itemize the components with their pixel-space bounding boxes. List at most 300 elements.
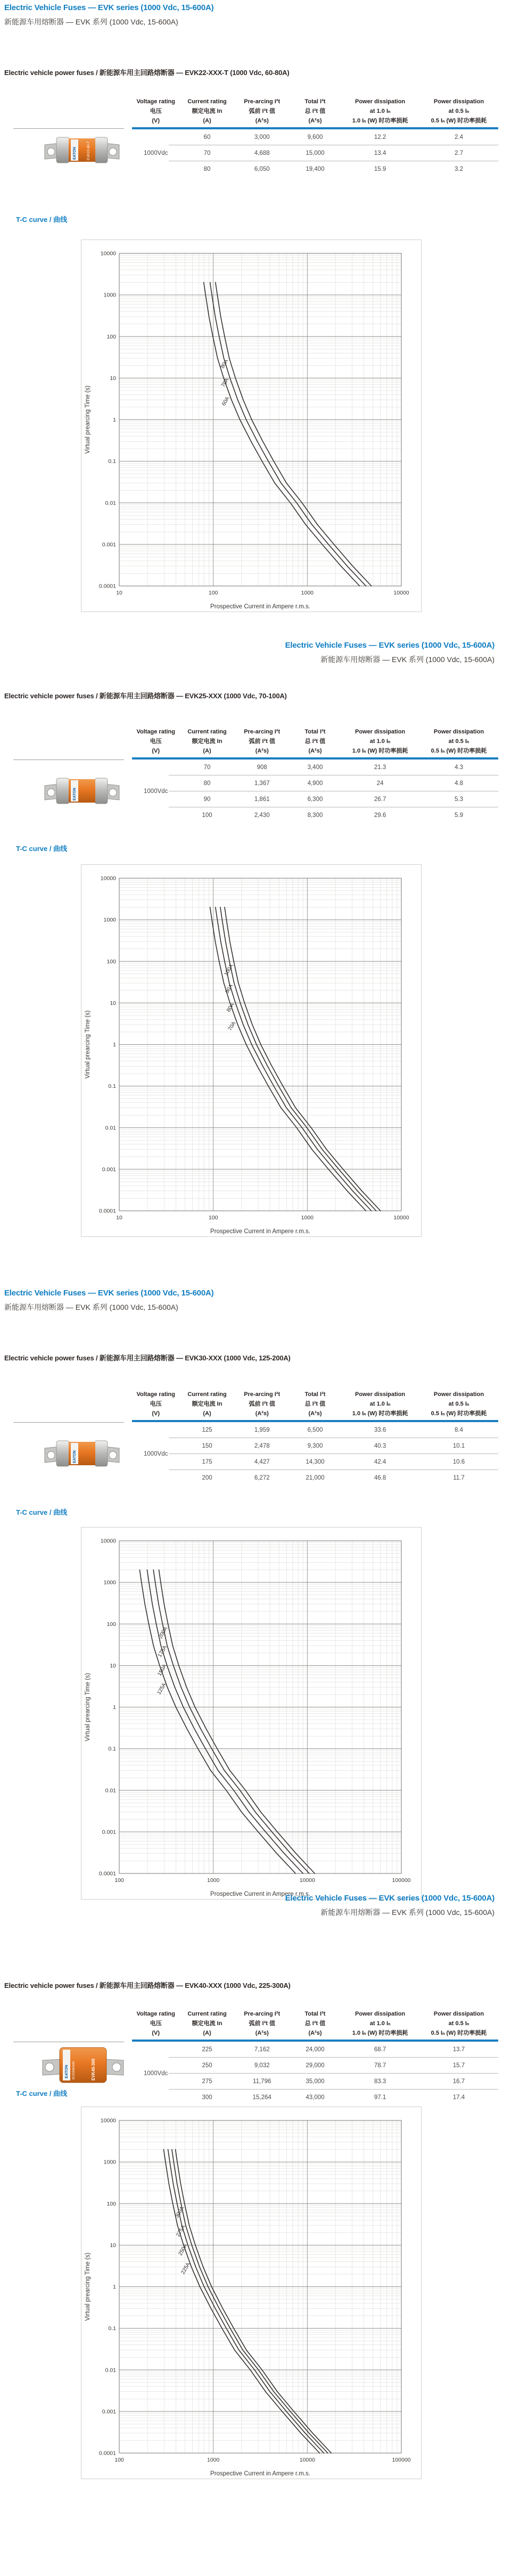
- table-column-header: [290, 727, 341, 756]
- table-cell: 250: [202, 2062, 212, 2069]
- curve-label-125A: 125A: [156, 1682, 168, 1696]
- header-line: Total I²t: [304, 98, 326, 105]
- table-header-row: [132, 97, 498, 126]
- x-tick-label: 1000: [207, 1877, 220, 1884]
- header-line: 总 I²t 值: [304, 1401, 326, 1407]
- table-row: [132, 807, 498, 823]
- y-tick-label: 0.01: [105, 1125, 116, 1132]
- table-row: [132, 759, 498, 775]
- fuse-brand-text: EATON: [73, 147, 77, 160]
- table-cell: 908: [257, 764, 267, 771]
- table-column-header: [179, 1390, 234, 1418]
- header-line: 总 I²t 值: [304, 738, 326, 745]
- x-tick-label: 100: [114, 1877, 124, 1884]
- table-cell: 1,861: [254, 796, 270, 803]
- curve-label-80A: 80A: [226, 1002, 236, 1013]
- header-line: (A): [203, 748, 211, 754]
- tc-curve-chart: [81, 864, 422, 1237]
- y-tick-label: 10: [110, 1000, 116, 1006]
- section-evk22: [0, 0, 511, 617]
- fuse-image: [40, 2043, 126, 2090]
- table-column-header: [341, 1390, 419, 1418]
- table-column-header: [132, 2009, 179, 2038]
- y-tick-label: 0.1: [108, 1083, 116, 1090]
- right-end-cap: [95, 137, 108, 163]
- table-cell: 2.7: [454, 150, 463, 156]
- x-tick-label: 10: [116, 590, 122, 596]
- header-line: at 0.5 Iₙ: [448, 108, 469, 114]
- table-column-header: [290, 2009, 341, 2038]
- table-cell: 125: [202, 1427, 212, 1433]
- curve-label-250A: 250A: [177, 2243, 189, 2257]
- page-title-zh: 新能源车用熔断器 — EVK 系列 (1000 Vdc, 15-600A): [320, 655, 494, 664]
- y-tick-label: 0.0001: [98, 2450, 116, 2457]
- x-tick-label: 100: [114, 2457, 124, 2463]
- page-title-zh: 新能源车用熔断器 — EVK 系列 (1000 Vdc, 15-600A): [4, 18, 178, 26]
- table-row: [132, 2058, 498, 2074]
- table-cell: 97.1: [374, 2094, 386, 2101]
- curve-label-70A: 70A: [220, 377, 230, 389]
- table-row: [132, 1438, 498, 1454]
- table-cell: 17.4: [452, 2094, 465, 2101]
- voltage-rating-cell: 1000Vdc: [144, 788, 168, 795]
- fuse-brand-text: EATON: [73, 1450, 77, 1463]
- header-line: 额定电流 In: [192, 108, 222, 114]
- header-line: 1.0 Iₙ (W) 时功率损耗: [352, 1410, 408, 1417]
- y-tick-label: 0.1: [108, 2325, 116, 2332]
- x-tick-label: 10000: [299, 1877, 315, 1884]
- right-tab-hole: [109, 148, 117, 155]
- table-cell: 70: [203, 150, 211, 156]
- table-cell: 80: [203, 166, 211, 172]
- table-cell: 100: [202, 812, 212, 819]
- table-row: [132, 2042, 498, 2058]
- table-cell: 14,300: [306, 1459, 325, 1465]
- table-cell: 12.2: [374, 134, 386, 141]
- header-line: 额定电流 In: [192, 1401, 222, 1407]
- table-cell: 11,796: [253, 2078, 271, 2085]
- page-title-block: [4, 3, 213, 27]
- tc-chart-svg: [81, 240, 422, 612]
- header-line: 总 I²t 值: [304, 108, 326, 114]
- header-line: Power dissipation: [433, 1391, 484, 1398]
- right-end-cap: [95, 1441, 108, 1466]
- header-line: 0.5 Iₙ (W) 时功率损耗: [431, 1410, 487, 1417]
- header-line: at 0.5 Iₙ: [448, 1401, 469, 1407]
- table-cell: 40.3: [374, 1443, 386, 1449]
- header-line: (A²s): [255, 1410, 269, 1417]
- header-line: at 1.0 Iₙ: [369, 2020, 391, 2027]
- page-title-block: [4, 1289, 213, 1312]
- header-line: Voltage rating: [136, 2011, 175, 2017]
- fuse-image: [40, 1434, 123, 1475]
- chart-frame: [81, 1528, 422, 1900]
- y-tick-label: 1: [113, 1704, 116, 1711]
- tc-chart-svg: [81, 864, 422, 1237]
- table-cell: 200: [202, 1475, 212, 1481]
- y-axis-label: Virtual prearcing Time (s): [85, 1010, 91, 1079]
- table-header-row: [132, 2009, 498, 2038]
- header-line: 0.5 Iₙ (W) 时功率损耗: [431, 2030, 487, 2036]
- table-cell: 3,400: [307, 764, 323, 771]
- tc-chart-svg: [81, 2107, 422, 2479]
- table-cell: 4,427: [254, 1459, 270, 1465]
- table-cell: 9,600: [307, 134, 323, 141]
- left-tab-hole: [47, 1451, 55, 1459]
- section-evk30: [0, 1275, 511, 1897]
- table-cell: 33.6: [374, 1427, 386, 1433]
- tc-curve-label: T-C curve / 曲线: [16, 1508, 68, 1516]
- table-cell: 2,430: [254, 812, 270, 819]
- header-line: Total I²t: [304, 1391, 326, 1398]
- header-line: 总 I²t 值: [304, 2020, 326, 2027]
- table-column-header: [235, 727, 290, 756]
- table-column-header: [132, 97, 179, 126]
- table-column-header: [179, 727, 234, 756]
- y-tick-label: 0.0001: [98, 1208, 116, 1215]
- table-column-header: [290, 1390, 341, 1418]
- x-tick-label: 10000: [393, 1215, 409, 1221]
- table-row: [132, 775, 498, 791]
- divider: [13, 759, 124, 760]
- table-column-header: [419, 97, 498, 126]
- table-row: [132, 129, 498, 145]
- header-line: 1.0 Iₙ (W) 时功率损耗: [352, 118, 408, 124]
- header-line: Power dissipation: [355, 1391, 406, 1398]
- table-cell: 3.2: [454, 166, 463, 172]
- curve-label-70A: 70A: [227, 1020, 237, 1032]
- header-line: Total I²t: [304, 729, 326, 735]
- table-header-row: [132, 727, 498, 756]
- voltage-rating-cell: 1000Vdc: [144, 1451, 168, 1457]
- y-tick-label: 100: [106, 333, 116, 340]
- table-cell: 4.8: [454, 780, 463, 787]
- y-tick-label: 0.0001: [98, 583, 116, 590]
- x-axis-label: Prospective Current in Ampere r.m.s.: [210, 604, 310, 610]
- fuse-photo-cylindrical: [40, 772, 123, 810]
- y-tick-label: 0.001: [102, 541, 116, 548]
- header-line: (A²s): [255, 118, 269, 124]
- table-cell: 4,688: [254, 150, 270, 156]
- header-line: Current rating: [187, 1391, 227, 1398]
- table-cell: 21,000: [306, 1475, 325, 1481]
- right-blade-hole: [112, 2063, 121, 2071]
- table-cell: 10.6: [452, 1459, 465, 1465]
- divider: [13, 128, 124, 129]
- y-tick-label: 10000: [100, 875, 116, 882]
- right-tab-hole: [109, 789, 117, 796]
- tc-curve-label: T-C curve / 曲线: [16, 845, 68, 853]
- table-cell: 6,300: [307, 796, 323, 803]
- header-line: Power dissipation: [433, 729, 484, 735]
- table-cell: 175: [202, 1459, 212, 1465]
- table-column-header: [235, 2009, 290, 2038]
- left-tab-hole: [47, 148, 55, 155]
- page-title-block: [285, 641, 494, 665]
- header-line: Pre-arcing I²t: [244, 2011, 281, 2017]
- divider: [13, 1422, 124, 1423]
- curve-label-60A: 60A: [221, 395, 231, 407]
- x-tick-label: 100: [208, 1215, 218, 1221]
- y-tick-label: 1000: [103, 2159, 116, 2166]
- curve-label-175A: 175A: [156, 1644, 168, 1658]
- table-cell: 46.8: [374, 1475, 386, 1481]
- y-tick-label: 0.001: [102, 1829, 116, 1836]
- y-tick-label: 10000: [100, 2117, 116, 2124]
- tc-curve-label: T-C curve / 曲线: [16, 2090, 68, 2098]
- table-cell: 150: [202, 1443, 212, 1449]
- y-tick-label: 0.01: [105, 500, 116, 507]
- y-tick-label: 1: [113, 2284, 116, 2290]
- table-row: [132, 1454, 498, 1470]
- y-tick-label: 1: [113, 1042, 116, 1048]
- header-line: Voltage rating: [136, 729, 175, 735]
- table-cell: 78.7: [374, 2062, 386, 2069]
- x-tick-label: 1000: [301, 1215, 314, 1221]
- header-line: (V): [152, 1410, 160, 1417]
- table-cell: 13.4: [374, 150, 386, 156]
- left-tab-hole: [47, 789, 55, 796]
- header-line: 1.0 Iₙ (W) 时功率损耗: [352, 748, 408, 754]
- y-tick-label: 0.1: [108, 1746, 116, 1753]
- curve-label-90A: 90A: [224, 983, 235, 995]
- ratings-table: [132, 2009, 498, 2106]
- header-line: (A²s): [255, 2030, 269, 2036]
- table-column-header: [341, 97, 419, 126]
- y-tick-label: 0.001: [102, 2408, 116, 2415]
- table-cell: 1,367: [254, 780, 270, 787]
- header-line: 0.5 Iₙ (W) 时功率损耗: [431, 118, 487, 124]
- header-line: Pre-arcing I²t: [244, 98, 281, 105]
- header-line: Power dissipation: [433, 98, 484, 105]
- header-line: 1.0 Iₙ (W) 时功率损耗: [352, 2030, 408, 2036]
- x-tick-label: 10000: [393, 590, 409, 596]
- tc-chart-svg: [81, 1527, 422, 1900]
- fuse-photo-cylindrical: [40, 1434, 123, 1473]
- x-axis-label: Prospective Current in Ampere r.m.s.: [210, 1228, 310, 1235]
- fuse-model-text: EVK40-300: [91, 2058, 96, 2080]
- header-line: 0.5 Iₙ (W) 时功率损耗: [431, 748, 487, 754]
- header-line: at 0.5 Iₙ: [448, 2020, 469, 2027]
- curve-label-275A: 275A: [175, 2224, 187, 2238]
- table-row: [132, 1470, 498, 1486]
- header-line: (A²s): [308, 1410, 322, 1417]
- left-end-cap: [56, 1441, 69, 1466]
- x-tick-label: 10000: [299, 2457, 315, 2463]
- table-cell: 7,162: [254, 2046, 270, 2053]
- curve-label-150A: 150A: [156, 1663, 168, 1677]
- tc-curve-chart: [81, 2107, 422, 2479]
- y-tick-label: 100: [106, 958, 116, 965]
- table-cell: 80: [203, 780, 211, 787]
- header-line: 电压: [150, 1401, 162, 1407]
- header-line: Pre-arcing I²t: [244, 729, 281, 735]
- y-tick-label: 10: [110, 2242, 116, 2249]
- series-heading: Electric vehicle power fuses / 新能源车用主回路熔断器 — EVK22-XXX-T (1000 Vdc, 60-80A): [4, 69, 290, 77]
- x-tick-label: 10: [116, 1215, 122, 1221]
- table-column-header: [179, 97, 234, 126]
- x-tick-label: 1000: [301, 590, 314, 596]
- header-line: (A): [203, 118, 211, 124]
- table-cell: 300: [202, 2094, 212, 2101]
- header-line: at 0.5 Iₙ: [448, 738, 469, 745]
- section-evk40: [0, 1887, 511, 2576]
- table-row: [132, 145, 498, 161]
- fuse-photo-bolt: [40, 2043, 126, 2087]
- header-line: (A²s): [308, 748, 322, 754]
- y-tick-label: 100: [106, 2200, 116, 2207]
- header-line: at 1.0 Iₙ: [369, 738, 391, 745]
- header-line: 额定电流 In: [192, 738, 222, 745]
- header-line: Power dissipation: [355, 98, 406, 105]
- table-cell: 83.3: [374, 2078, 386, 2085]
- fuse-photo-cylindrical: [40, 131, 123, 169]
- ratings-table: [132, 97, 498, 177]
- fuse-subbrand-text: BUSSMANN: [72, 2061, 76, 2079]
- table-row: [132, 2074, 498, 2090]
- chart-frame: [81, 240, 422, 612]
- table-cell: 6,050: [254, 166, 270, 172]
- table-cell: 16.7: [452, 2078, 465, 2085]
- table-cell: 21.3: [374, 764, 386, 771]
- table-row: [132, 791, 498, 807]
- header-line: 弧前 I²t 值: [249, 1401, 275, 1407]
- table-cell: 5.3: [454, 796, 463, 803]
- page-title: Electric Vehicle Fuses — EVK series (1000 Vdc, 15-600A): [4, 3, 214, 12]
- table-cell: 42.4: [374, 1459, 386, 1465]
- y-tick-label: 100: [106, 1621, 116, 1628]
- table-cell: 24: [376, 780, 384, 787]
- series-heading: Electric vehicle power fuses / 新能源车用主回路熔断器 — EVK30-XXX (1000 Vdc, 125-200A): [4, 1354, 291, 1362]
- header-line: 额定电流 In: [192, 2020, 222, 2027]
- table-row: [132, 161, 498, 177]
- page-title-zh: 新能源车用熔断器 — EVK 系列 (1000 Vdc, 15-600A): [320, 1908, 494, 1917]
- table-column-header: [235, 97, 290, 126]
- header-line: (V): [152, 2030, 160, 2036]
- right-tab-hole: [109, 1451, 117, 1459]
- table-column-header: [132, 727, 179, 756]
- fuse-brand-text: EATON: [64, 2065, 69, 2078]
- table-cell: 10.1: [452, 1443, 465, 1449]
- table-cell: 15.7: [452, 2062, 465, 2069]
- table-cell: 8,300: [307, 812, 323, 819]
- y-tick-label: 10: [110, 375, 116, 382]
- curve-label-300A: 300A: [174, 2205, 186, 2219]
- table-row: [132, 1422, 498, 1438]
- chart-frame: [81, 865, 422, 1237]
- table-cell: 60: [203, 134, 211, 141]
- ratings-table: [132, 727, 498, 823]
- table-cell: 19,400: [306, 166, 325, 172]
- table-cell: 8.4: [454, 1427, 463, 1433]
- table-cell: 6,500: [307, 1427, 323, 1433]
- left-end-cap: [56, 778, 69, 804]
- y-tick-label: 0.01: [105, 1787, 116, 1794]
- y-tick-label: 10: [110, 1662, 116, 1669]
- y-tick-label: 10000: [100, 1538, 116, 1545]
- y-tick-label: 1000: [103, 917, 116, 923]
- y-tick-label: 10000: [100, 250, 116, 257]
- page-title: Electric Vehicle Fuses — EVK series (1000 Vdc, 15-600A): [4, 1289, 214, 1298]
- table-cell: 2,478: [254, 1443, 270, 1449]
- table-cell: 9,300: [307, 1443, 323, 1449]
- tc-curve-chart: [81, 1527, 422, 1900]
- header-line: Voltage rating: [136, 1391, 175, 1398]
- header-line: 弧前 I²t 值: [249, 738, 275, 745]
- header-line: Power dissipation: [355, 2011, 406, 2017]
- tc-curve-label: T-C curve / 曲线: [16, 216, 68, 224]
- page-title: Electric Vehicle Fuses — EVK series (1000 Vdc, 15-600A): [285, 1894, 494, 1903]
- curve-label-200A: 200A: [158, 1625, 169, 1640]
- y-tick-label: 0.1: [108, 458, 116, 465]
- table-column-header: [419, 727, 498, 756]
- left-blade-hole: [45, 2063, 54, 2071]
- table-cell: 70: [203, 764, 211, 771]
- header-line: 电压: [150, 2020, 162, 2027]
- header-line: Power dissipation: [355, 729, 406, 735]
- section-evk25: [0, 617, 511, 1275]
- y-tick-label: 0.01: [105, 2367, 116, 2374]
- header-line: (A): [203, 1410, 211, 1417]
- table-column-header: [179, 2009, 234, 2038]
- x-axis-label: Prospective Current in Ampere r.m.s.: [210, 1891, 310, 1897]
- table-column-header: [419, 2009, 498, 2038]
- y-tick-label: 1000: [103, 1579, 116, 1586]
- header-line: at 1.0 Iₙ: [369, 108, 391, 114]
- table-cell: 43,000: [306, 2094, 325, 2101]
- table-cell: 3,000: [254, 134, 270, 141]
- table-cell: 13.7: [452, 2046, 465, 2053]
- voltage-rating-cell: 1000Vdc: [144, 2070, 168, 2077]
- header-line: (V): [152, 748, 160, 754]
- table-cell: 35,000: [306, 2078, 325, 2085]
- header-line: Total I²t: [304, 2011, 326, 2017]
- table-cell: 2.4: [454, 134, 463, 141]
- table-cell: 26.7: [374, 796, 386, 803]
- y-tick-label: 1000: [103, 292, 116, 299]
- table-column-header: [419, 1390, 498, 1418]
- page-title-zh: 新能源车用熔断器 — EVK 系列 (1000 Vdc, 15-600A): [4, 1303, 178, 1311]
- x-tick-label: 100000: [392, 1877, 411, 1884]
- table-cell: 15,264: [252, 2094, 271, 2101]
- table-cell: 9,032: [254, 2062, 270, 2069]
- series-heading: Electric vehicle power fuses / 新能源车用主回路熔断器 — EVK25-XXX (1000 Vdc, 70-100A): [4, 692, 287, 700]
- x-tick-label: 1000: [207, 2457, 220, 2463]
- table-column-header: [341, 2009, 419, 2038]
- y-tick-label: 0.0001: [98, 1870, 116, 1877]
- header-line: 弧前 I²t 值: [249, 2020, 275, 2027]
- table-cell: 29,000: [306, 2062, 325, 2069]
- page-title-block: [285, 1894, 494, 1918]
- voltage-rating-cell: 1000Vdc: [144, 150, 168, 156]
- fuse-brand-text: EATON: [73, 788, 77, 800]
- table-row: [132, 2090, 498, 2106]
- curve-label-80A: 80A: [219, 358, 230, 370]
- header-line: 电压: [150, 108, 162, 114]
- table-cell: 24,000: [306, 2046, 325, 2053]
- table-cell: 275: [202, 2078, 212, 2085]
- y-tick-label: 0.001: [102, 1166, 116, 1173]
- fuse-model-text: EVK22-80-T: [87, 141, 90, 160]
- curve-label-100A: 100A: [223, 963, 235, 977]
- table-cell: 90: [203, 796, 211, 803]
- x-axis-label: Prospective Current in Ampere r.m.s.: [210, 2471, 310, 2477]
- left-end-cap: [56, 137, 69, 163]
- header-line: Pre-arcing I²t: [244, 1391, 281, 1398]
- table-header-row: [132, 1390, 498, 1418]
- table-cell: 5.9: [454, 812, 463, 819]
- fuse-image: [40, 772, 123, 813]
